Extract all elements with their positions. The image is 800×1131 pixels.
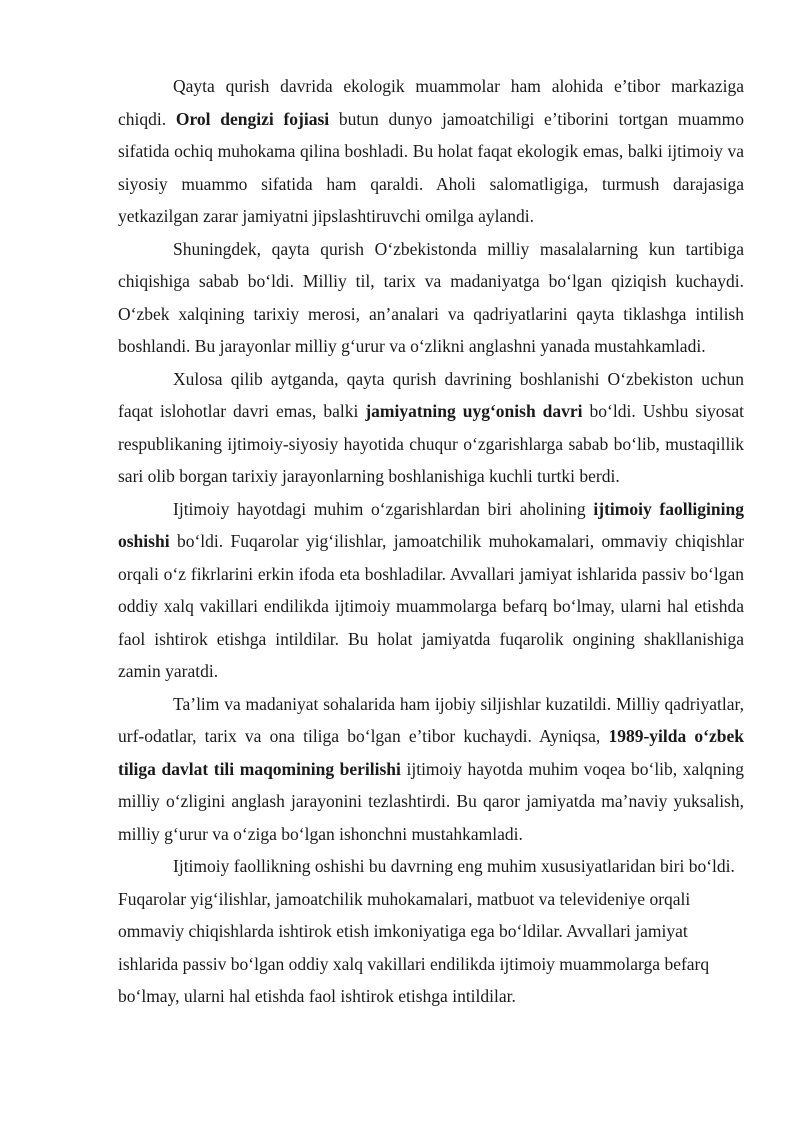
- paragraph-civic-engagement: [118, 850, 744, 1013]
- bold-phrase: ijtimoiy faolligining oshishi: [118, 498, 744, 551]
- document-body: [118, 70, 744, 1013]
- bold-phrase: Orol dengizi fojiasi: [175, 108, 330, 129]
- text-run: Ijtimoiy faollikning oshishi bu davrning eng muhim xususiyatlaridan biri bo‘ldi. Fuqarolar yig‘ilishlar, jamoatchilik muhokamalari, matbuot va televideniye orqali ommaviy chiqishlarda ishtirok etish imkoniyatiga ega bo‘ldilar. Avvallari jamiyat ishlarida passiv bo‘lgan oddiy xalq vakillari endilikda ijtimoiy muammolarga befarq bo‘lmay, ularni hal etishda faol ishtirok etishga intildilar.: [118, 856, 735, 1006]
- text-run: bo‘ldi. Ushbu siyosat respublikaning ijtimoiy-siyosiy hayotida chuqur o‘zgarishlarga sabab bo‘lib, mustaqillik sari olib borgan tarixiy jarayonlarning boshlanishiga kuchli turtki berdi.: [118, 401, 744, 486]
- text-run: Xulosa qilib aytganda, qayta qurish davrining boshlanishi O‘zbekiston uchun faqat islohotlar davri emas, balki: [118, 368, 744, 421]
- paragraph-national-issues: [118, 233, 744, 363]
- paragraph-conclusion: [118, 363, 744, 493]
- text-run: ijtimoiy hayotda muhim voqea bo‘lib, xalqning milliy o‘zligini anglash jarayonini tezlashtirdi. Bu qaror jamiyatda ma’naviy yuksalish, milliy g‘urur va o‘ziga bo‘lgan ishonchni mustahkamladi.: [118, 758, 744, 844]
- bold-phrase: 1989-yilda o‘zbek tiliga davlat tili maqomining berilishi: [118, 726, 744, 779]
- text-run: Ta’lim va madaniyat sohalarida ham ijobiy siljishlar kuzatildi. Milliy qadriyatlar, urf-odatlar, tarix va ona tiliga bo‘lgan e’tibor kuchaydi. Ayniqsa,: [118, 693, 744, 746]
- paragraph-education-culture: [118, 688, 744, 851]
- text-run: bo‘ldi. Fuqarolar yig‘ilishlar, jamoatchilik muhokamalari, ommaviy chiqishlar orqali o‘z fikrlarini erkin ifoda eta boshladilar. Avvallari jamiyat ishlarida passiv bo‘lgan oddiy xalq vakillari endilikda ijtimoiy muammolarga befarq bo‘lmay, ularni hal etishda faol ishtirok etishga intildilar. Bu holat jamiyatda fuqarolik ongining shakllanishiga zamin yaratdi.: [118, 531, 744, 681]
- paragraph-social-activity: [118, 493, 744, 688]
- bold-phrase: jamiyatning uyg‘onish davri: [365, 401, 583, 421]
- paragraph-ecology: [118, 70, 744, 233]
- text-run: Qayta qurish davrida ekologik muammolar ham alohida e’tibor markaziga chiqdi.: [118, 76, 744, 129]
- text-run: Shuningdek, qayta qurish O‘zbekistonda milliy masalalarning kun tartibiga chiqishiga sabab bo‘ldi. Milliy til, tarix va madaniyatga bo‘lgan qiziqish kuchaydi. O‘zbek xalqining tarixiy merosi, an’analari va qadriyatlarini qayta tiklashga intilish boshlandi. Bu jarayonlar milliy g‘urur va o‘zlikni anglashni yanada mustahkamladi.: [118, 238, 744, 356]
- text-run: butun dunyo jamoatchiligi e’tiborini tortgan muammo sifatida ochiq muhokama qilina boshladi. Bu holat faqat ekologik emas, balki ijtimoiy va siyosiy muammo sifatida ham qaraldi. Aholi salomatligiga, turmush darajasiga yetkazilgan zarar jamiyatni jipslashtiruvchi omilga aylandi.: [118, 108, 744, 226]
- text-run: Ijtimoiy hayotdagi muhim o‘zgarishlardan biri aholining: [173, 498, 594, 519]
